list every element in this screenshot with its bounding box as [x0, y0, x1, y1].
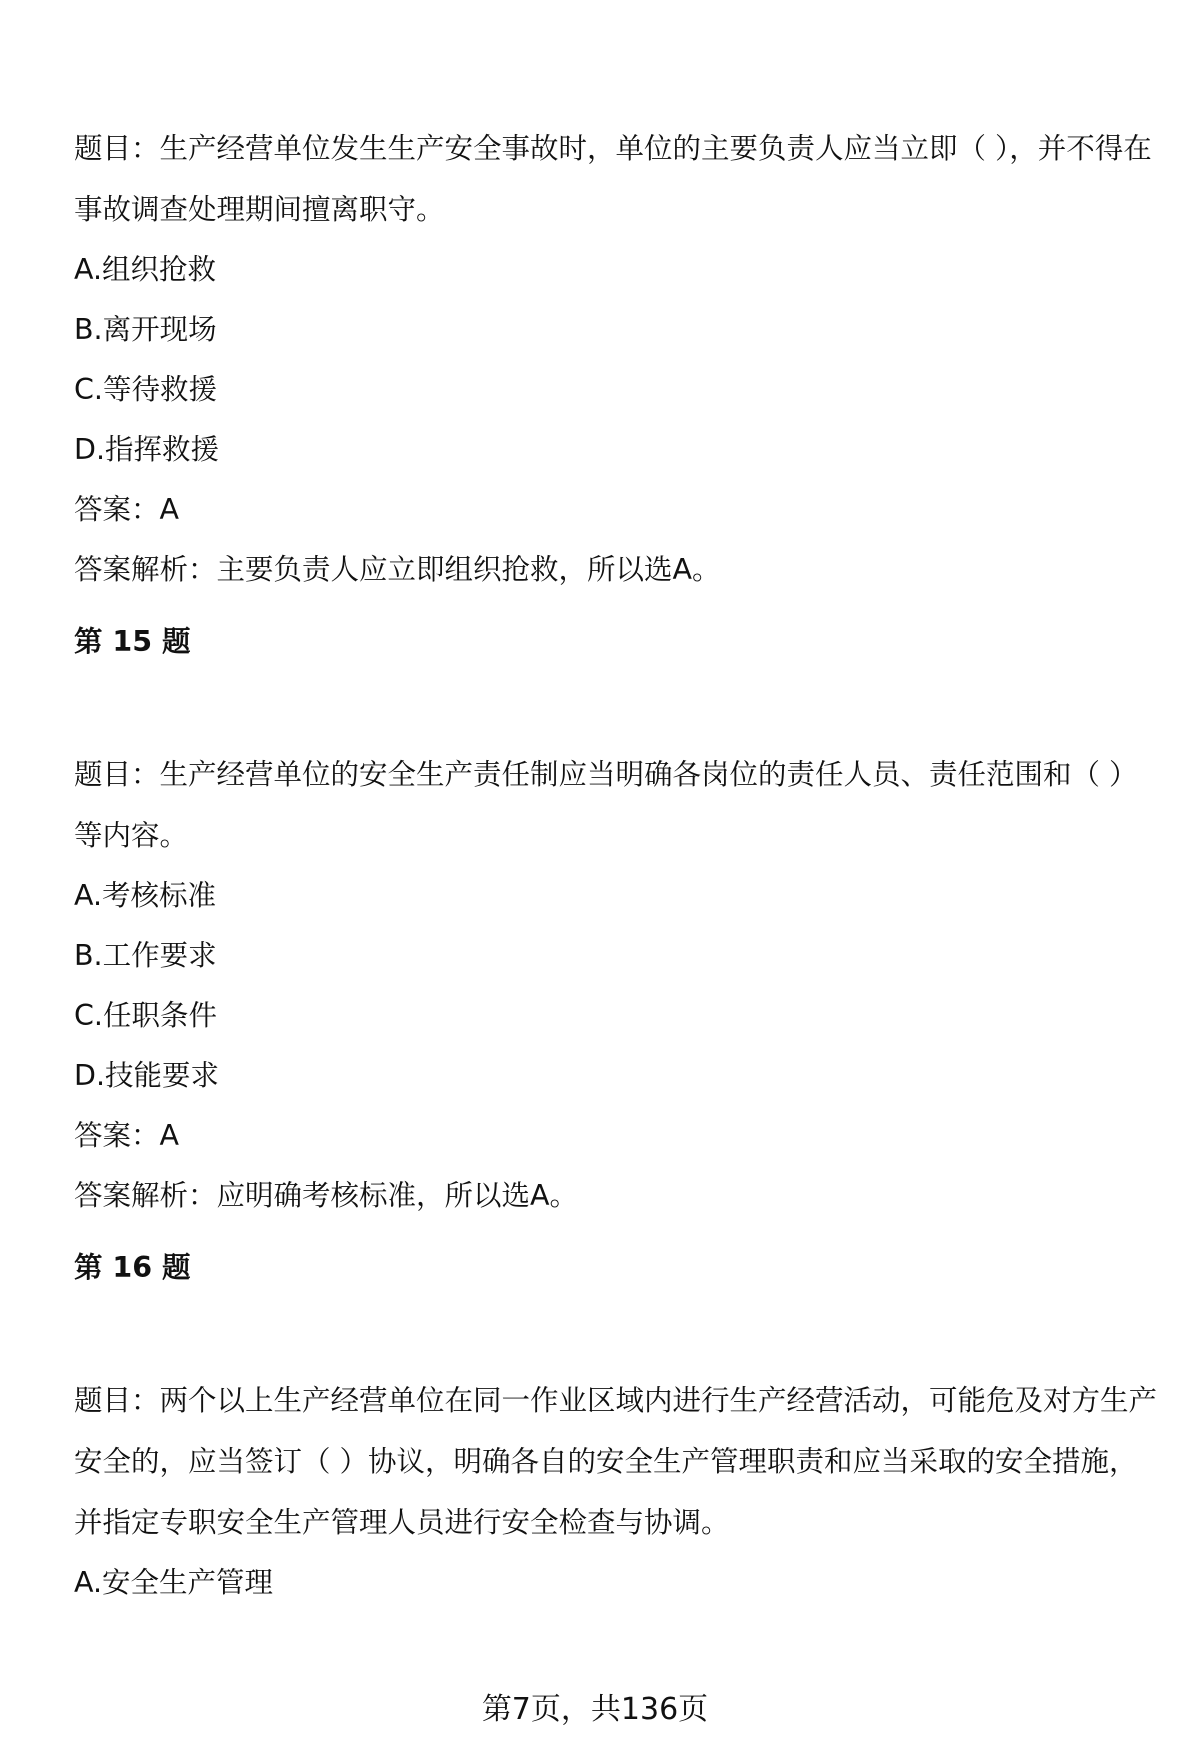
answer: 答案：A [74, 493, 179, 526]
question-heading: 第 15 题 [74, 625, 191, 658]
option-b: B.离开现场 [74, 313, 217, 346]
spacer [74, 1298, 1164, 1370]
spacer [74, 672, 1164, 744]
option-a: A.考核标准 [74, 879, 217, 912]
answer: 答案：A [74, 1119, 179, 1152]
question-stem: 题目：生产经营单位的安全生产责任制应当明确各岗位的责任人员、责任范围和（ ）等内容。 [74, 758, 1138, 852]
question-heading: 第 16 题 [74, 1251, 191, 1284]
option-c: C.任职条件 [74, 999, 217, 1032]
option-a: A.安全生产管理 [74, 1566, 274, 1599]
document-content [74, 118, 1164, 1613]
option-b: B.工作要求 [74, 939, 217, 972]
answer-analysis: 答案解析：主要负责人应立即组织抢救，所以选A。 [74, 553, 721, 586]
page-number-footer: 第7页，共136页 [481, 1692, 709, 1727]
question-15 [74, 612, 1164, 1226]
question-stem: 题目：两个以上生产经营单位在同一作业区域内进行生产经营活动，可能危及对方生产安全的，应当签订（ ）协议，明确各自的安全生产管理职责和应当采取的安全措施，并指定专职安全生产管理人员进行安全检查与协调。 [74, 1384, 1158, 1539]
question-14 [74, 118, 1164, 600]
option-d: D.技能要求 [74, 1059, 220, 1092]
question-stem: 题目：生产经营单位发生生产安全事故时，单位的主要负责人应当立即（ ），并不得在事故调查处理期间擅离职守。 [74, 132, 1152, 226]
answer-analysis: 答案解析：应明确考核标准，所以选A。 [74, 1179, 578, 1212]
option-a: A.组织抢救 [74, 253, 217, 286]
question-16 [74, 1238, 1164, 1613]
option-d: D.指挥救援 [74, 433, 220, 466]
option-c: C.等待救援 [74, 373, 217, 406]
